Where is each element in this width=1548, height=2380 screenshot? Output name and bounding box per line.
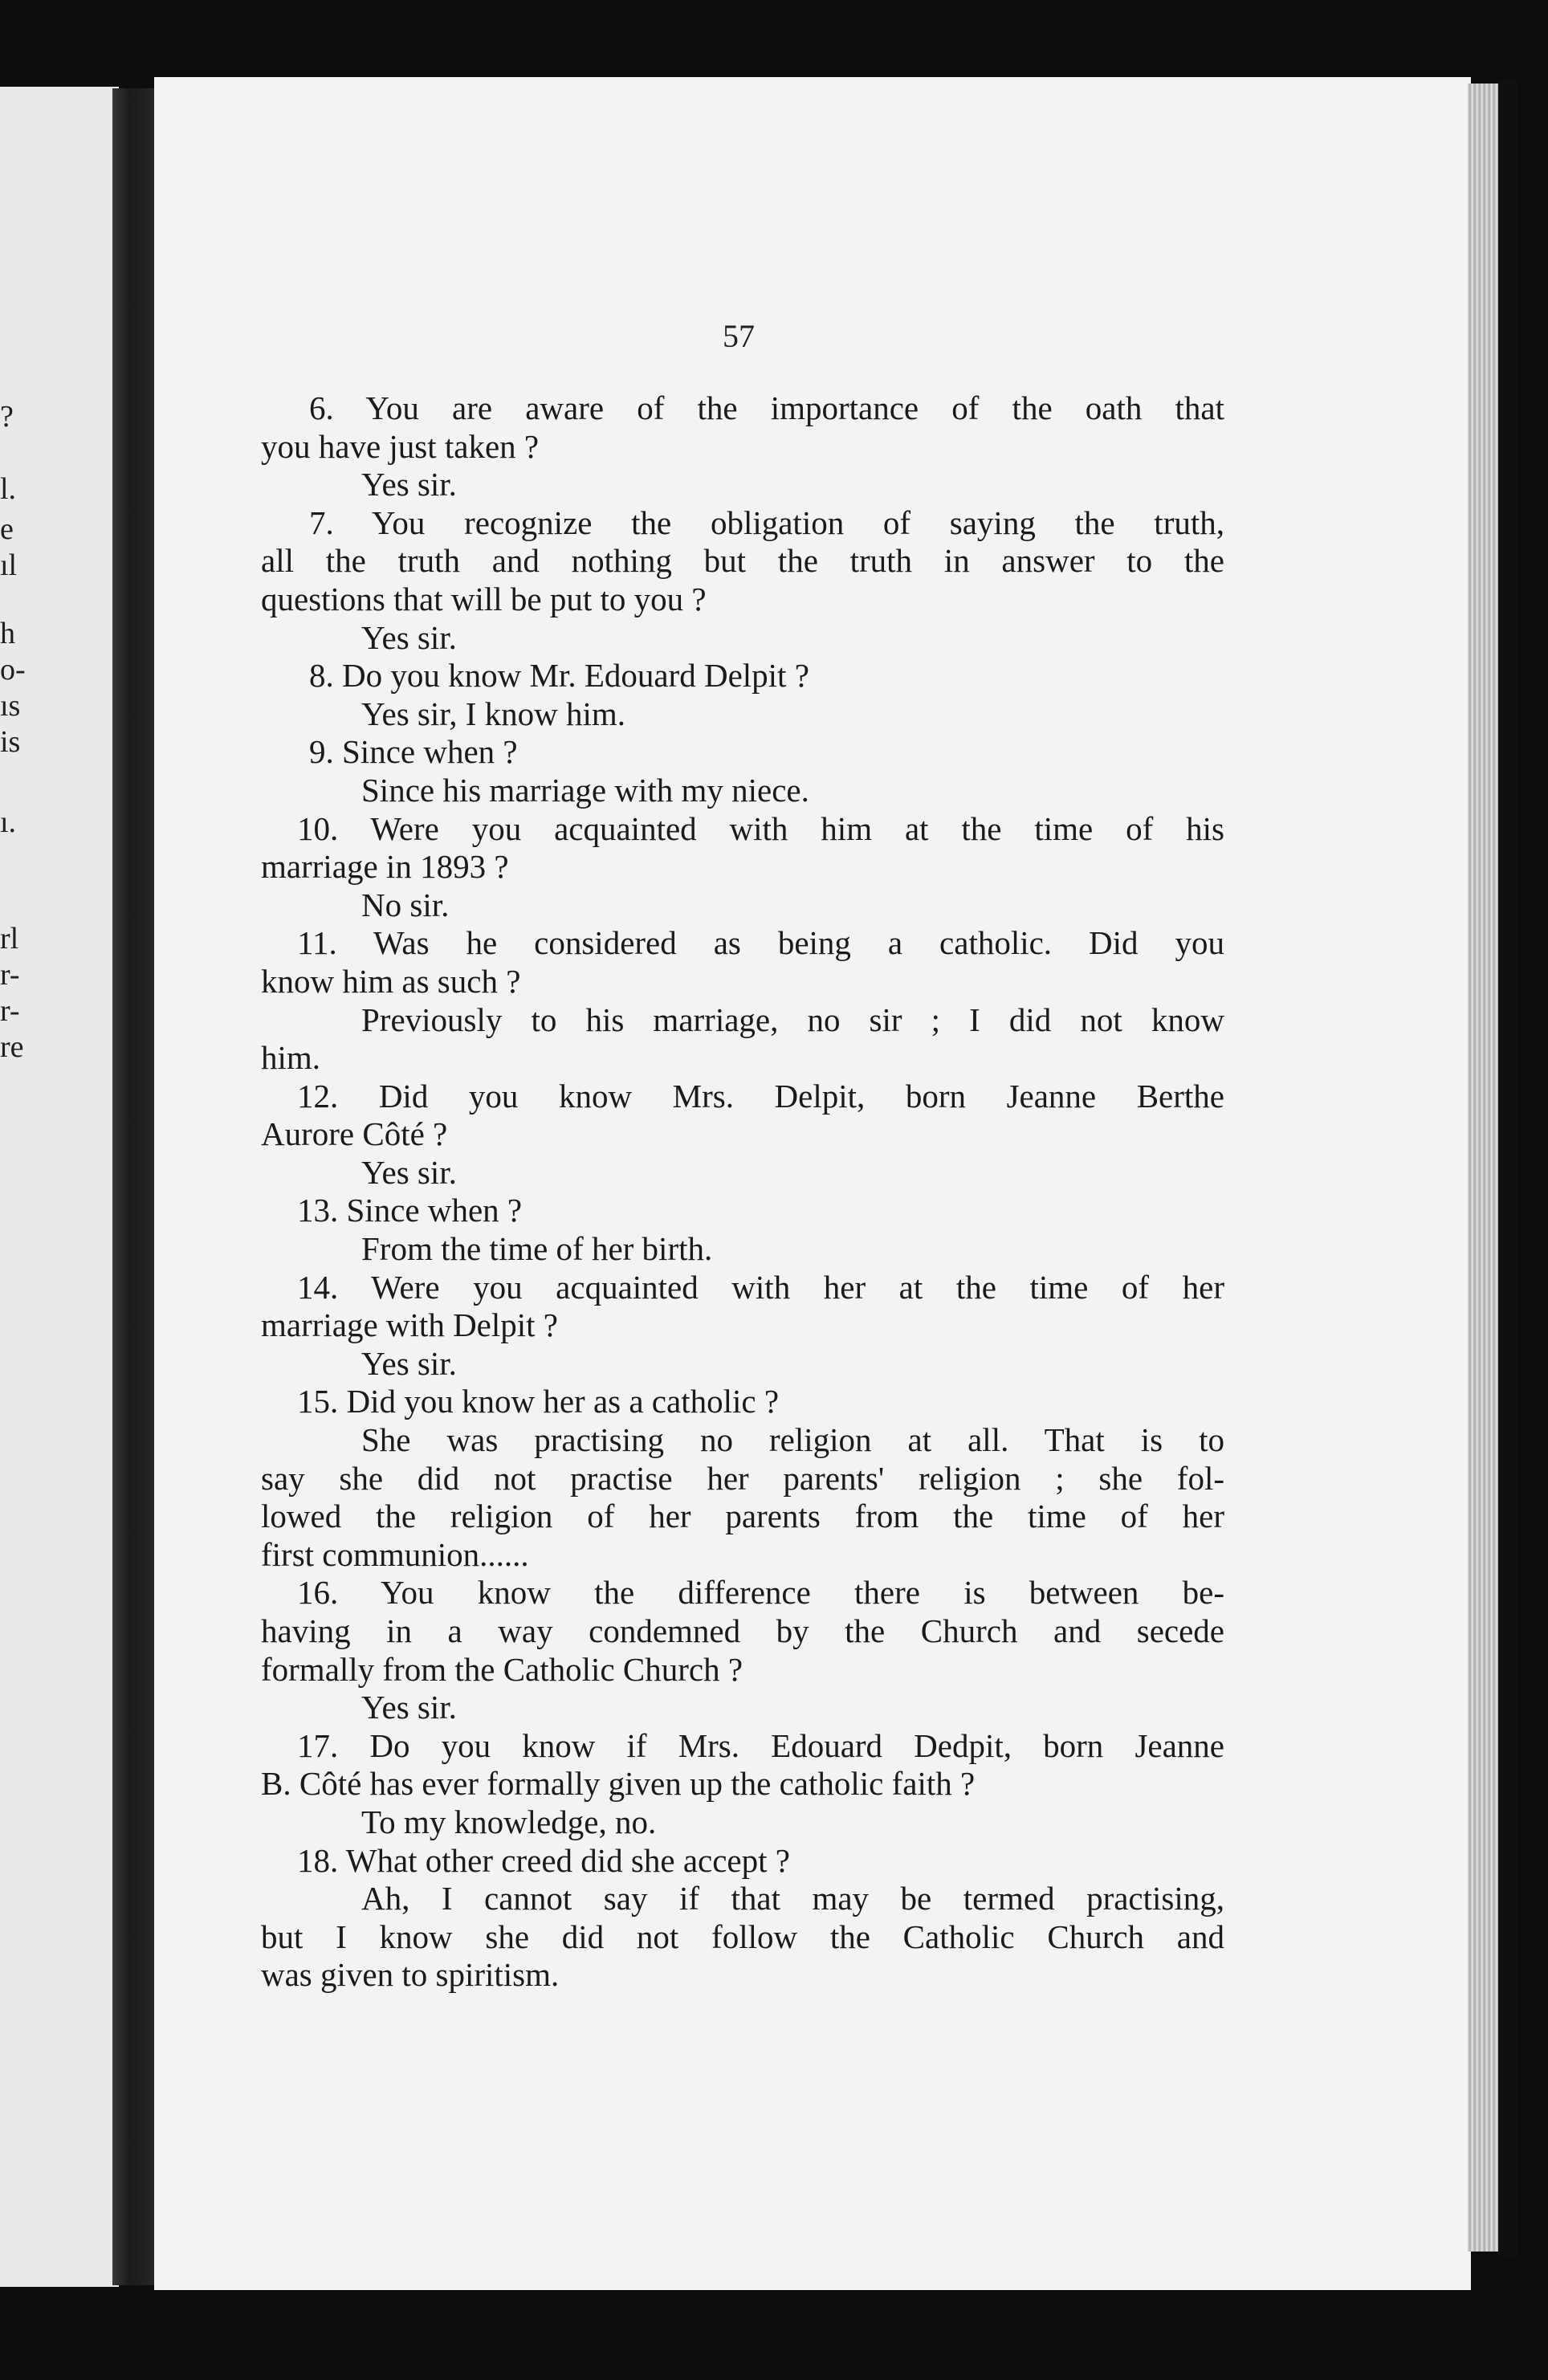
text-line: but I know she did not follow the Catholic Church and: [261, 1917, 1224, 1955]
text-line: 10. Were you acquainted with him at the time of his: [297, 809, 1224, 847]
text-line: 16. You know the difference there is between be-: [297, 1574, 1224, 1612]
text-line: Yes sir.: [361, 1689, 457, 1726]
text-line: you have just taken ?: [261, 427, 540, 465]
text-line: Yes sir.: [361, 618, 457, 656]
text-line: 14. Were you acquainted with her at the time of her: [297, 1268, 1224, 1306]
testimony-text: [261, 389, 1224, 1995]
page-edge: [1468, 84, 1500, 2252]
text-line: She was practising no religion at all. That is to: [361, 1421, 1224, 1459]
left-page-fragment: e: [0, 512, 14, 546]
text-line: 13. Since when ?: [297, 1192, 523, 1229]
text-line: To my knowledge, no.: [361, 1803, 657, 1840]
text-line: Previously to his marriage, no sir ; I did not know: [361, 1000, 1224, 1038]
text-line: him.: [261, 1039, 321, 1077]
text-line: was given to spiritism.: [261, 1956, 560, 1994]
left-page-fragment: o-: [0, 653, 26, 687]
text-line: formally from the Catholic Church ?: [261, 1650, 743, 1688]
text-line: Ah, I cannot say if that may be termed practising,: [361, 1880, 1224, 1917]
text-line: Yes sir, I know him.: [361, 695, 626, 732]
text-line: 6. You are aware of the importance of the oath that: [309, 389, 1224, 426]
text-line: From the time of her birth.: [361, 1230, 713, 1268]
left-page-fragment: l.: [0, 472, 17, 506]
text-line: 11. Was he considered as being a catholic. Did you: [297, 924, 1224, 962]
text-line: B. Côté has ever formally given up the catholic faith ?: [261, 1765, 976, 1803]
text-line: 15. Did you know her as a catholic ?: [297, 1383, 780, 1420]
text-line: 7. You recognize the obligation of saying the truth,: [309, 503, 1224, 541]
text-line: lowed the religion of her parents from the time of her: [261, 1498, 1224, 1535]
book-gutter: [112, 88, 154, 2285]
left-page-fragment: r-: [0, 994, 20, 1028]
text-line: Yes sir.: [361, 1344, 457, 1382]
left-page-fragment: is: [0, 725, 21, 759]
text-line: 17. Do you know if Mrs. Edouard Dedpit, born Jeanne: [297, 1726, 1224, 1764]
text-line: Aurore Côté ?: [261, 1115, 448, 1153]
left-page-fragment: ?: [0, 400, 14, 434]
text-line: marriage in 1893 ?: [261, 848, 509, 886]
text-line: Since his marriage with my niece.: [361, 771, 809, 809]
page-number: 57: [723, 318, 755, 354]
left-page-fragment: rl: [0, 922, 19, 956]
left-page-fragment: re: [0, 1030, 24, 1064]
text-line: say she did not practise her parents' religion ; she fol-: [261, 1459, 1224, 1497]
text-line: having in a way condemned by the Church and secede: [261, 1612, 1224, 1649]
left-page-fragment: ıl: [0, 548, 18, 582]
text-line: know him as such ?: [261, 962, 521, 1000]
left-page-fragment: h: [0, 617, 15, 650]
text-line: 8. Do you know Mr. Edouard Delpit ?: [309, 657, 809, 695]
left-page-fragment: r-: [0, 958, 20, 992]
text-line: 12. Did you know Mrs. Delpit, born Jeanne Berthe: [297, 1077, 1224, 1115]
text-line: first communion......: [261, 1535, 529, 1573]
text-line: marriage with Delpit ?: [261, 1306, 559, 1344]
text-line: 9. Since when ?: [309, 733, 518, 771]
text-line: questions that will be put to you ?: [261, 580, 707, 617]
text-line: Yes sir.: [361, 1153, 457, 1191]
text-line: all the truth and nothing but the truth in answer to the: [261, 542, 1224, 580]
text-line: 18. What other creed did she accept ?: [297, 1841, 790, 1879]
text-line: Yes sir.: [361, 466, 457, 503]
left-page-fragment: ıs: [0, 689, 21, 723]
left-page-fragment: ı.: [0, 805, 17, 839]
text-line: No sir.: [361, 886, 450, 923]
page-edge-shadow: [1498, 80, 1517, 2256]
